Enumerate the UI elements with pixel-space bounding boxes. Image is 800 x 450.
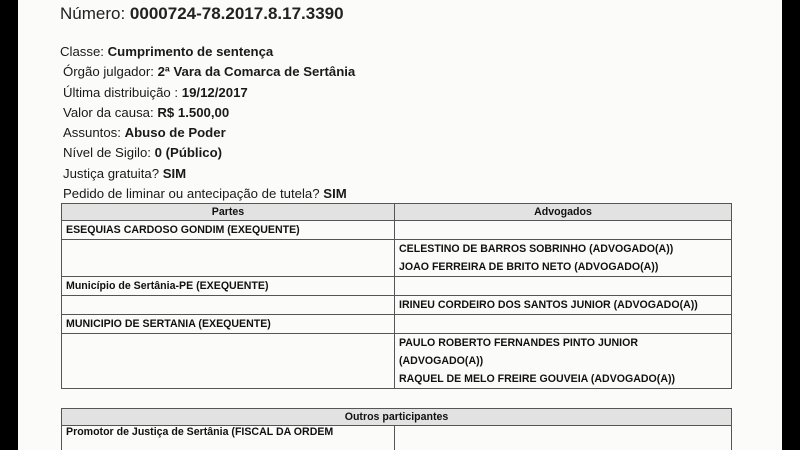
- parte-cell: MUNICIPIO DE SERTANIA (EXEQUENTE): [62, 315, 395, 334]
- meta-value: SIM: [323, 186, 347, 202]
- meta-value: 0 (Público): [154, 145, 223, 161]
- advogado-name: RAQUEL DE MELO FREIRE GOUVEIA (ADVOGADO(A)): [399, 373, 676, 385]
- table-row: [62, 334, 732, 389]
- advogados-cell: [395, 334, 732, 389]
- outros-participantes-table: [61, 408, 732, 450]
- participante-cell: Promotor de Justiça de Sertânia (FISCAL DA ORDEM: [62, 426, 395, 450]
- advogado-name: PAULO ROBERTO FERNANDES PINTO JUNIOR: [399, 337, 638, 349]
- meta-value: 2ª Vara da Comarca de Sertânia: [157, 64, 356, 80]
- advogado-name: JOAO FERREIRA DE BRITO NETO (ADVOGADO(A)): [399, 261, 659, 273]
- table-row: [62, 240, 732, 277]
- advogados-cell: [395, 296, 732, 315]
- participante-extra-cell: [395, 426, 732, 450]
- process-number-label: Número:: [60, 4, 126, 23]
- meta-row-justica: [60, 164, 355, 184]
- meta-value: 19/12/2017: [181, 84, 248, 100]
- parte-cell: [62, 240, 395, 277]
- meta-label: Assuntos:: [63, 125, 121, 141]
- advogado-name: CELESTINO DE BARROS SOBRINHO (ADVOGADO(A)): [399, 243, 674, 255]
- advogado-name: IRINEU CORDEIRO DOS SANTOS JUNIOR (ADVOGADO(A)): [399, 299, 698, 311]
- table-row: [62, 277, 732, 296]
- meta-label: Pedido de liminar ou antecipação de tutela?: [63, 186, 320, 202]
- meta-label: Valor da causa:: [63, 104, 154, 120]
- advogados-header: Advogados: [395, 204, 732, 221]
- meta-row-distribuicao: [60, 83, 355, 103]
- meta-row-liminar: [60, 184, 355, 204]
- meta-label: Nível de Sigilo:: [63, 145, 151, 161]
- meta-row-assuntos: [60, 123, 355, 143]
- table-row: [62, 296, 732, 315]
- meta-label: Última distribuição :: [63, 84, 179, 100]
- meta-row-orgao: [60, 62, 355, 82]
- parte-cell: ESEQUIAS CARDOSO GONDIM (EXEQUENTE): [62, 221, 395, 240]
- process-number-value: 0000724-78.2017.8.17.3390: [129, 4, 344, 23]
- meta-label: Órgão julgador:: [63, 64, 154, 80]
- meta-row-classe: [60, 42, 355, 62]
- parte-cell: [62, 296, 395, 315]
- meta-row-valor: [60, 103, 355, 123]
- advogados-cell: [395, 315, 732, 334]
- partes-header: Partes: [62, 204, 395, 221]
- table-row: [62, 221, 732, 240]
- meta-value: SIM: [162, 165, 187, 181]
- meta-label: Justiça gratuita?: [63, 165, 160, 181]
- meta-row-sigilo: [60, 143, 355, 163]
- meta-value: Abuso de Poder: [124, 125, 226, 141]
- process-metadata: [60, 42, 355, 204]
- table-row: [62, 426, 732, 450]
- document-page: [18, 0, 782, 450]
- meta-value: R$ 1.500,00: [157, 104, 230, 120]
- advogados-cell: [395, 277, 732, 296]
- table-row: [62, 315, 732, 334]
- advogados-cell: [395, 221, 732, 240]
- partes-table: [61, 203, 732, 389]
- meta-value: Cumprimento de sentença: [107, 44, 274, 59]
- outros-header: Outros participantes: [62, 409, 732, 426]
- parte-cell: [62, 334, 395, 389]
- advogados-cell: [395, 240, 732, 277]
- parte-cell: Município de Sertânia-PE (EXEQUENTE): [62, 277, 395, 296]
- table-header-row: [62, 204, 732, 221]
- advogado-name: (ADVOGADO(A)): [399, 355, 484, 367]
- table-header-row: [62, 409, 732, 426]
- process-number: [60, 4, 344, 24]
- meta-label: Classe:: [60, 44, 104, 59]
